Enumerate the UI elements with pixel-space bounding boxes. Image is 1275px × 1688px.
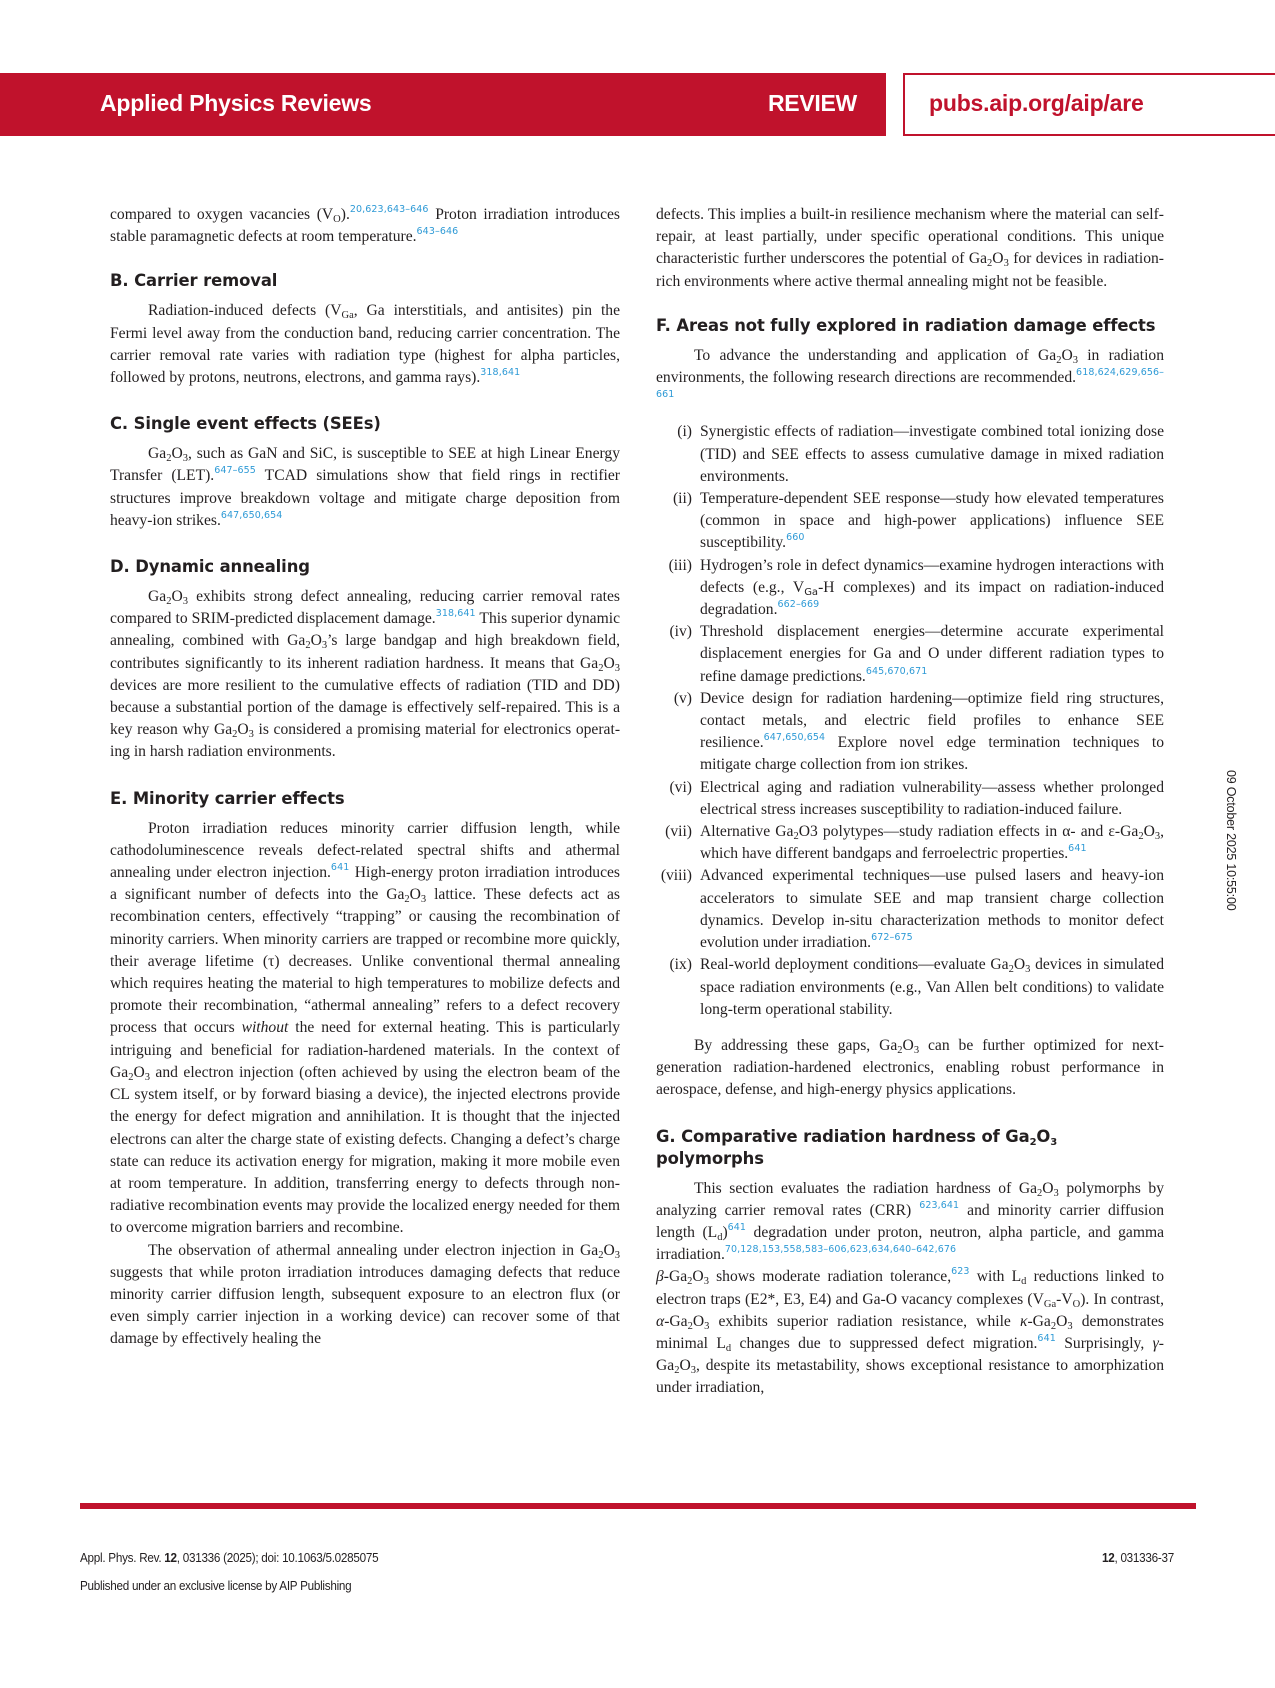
list-item: (ix) Real-world deployment conditions—evaluate $Ga_2O_3$ devices in simulated space radiation environments (e.g., Van Allen belt conditions) to validate long-term operational stability. bbox=[656, 954, 1164, 1021]
subscript: 2 bbox=[166, 453, 172, 465]
subscript: 2 bbox=[305, 640, 311, 652]
subscript: 3 bbox=[913, 1044, 920, 1056]
footer-page-number bbox=[1102, 1550, 1174, 1565]
citation-link[interactable]: 641 bbox=[727, 1221, 747, 1233]
subscript: 3 bbox=[690, 1365, 696, 1377]
subscript: 3 bbox=[614, 662, 620, 674]
citation-link[interactable]: 641 bbox=[1037, 1332, 1056, 1344]
subscript: 2 bbox=[598, 1249, 604, 1261]
body-paragraph: defects. This implies a built-in resilience mechanism where the material can self-repair, at least partially, under specific operational conditions. This unique characteristic further underscores the potential of $Ga_2O_3$ for devices in radiation-rich environments where active thermal annealing might not be feasible. bbox=[656, 206, 1164, 290]
subscript: 3 bbox=[1072, 354, 1078, 366]
subscript: 2 bbox=[793, 831, 799, 843]
subscript: 2 bbox=[687, 1276, 693, 1288]
subscript: 3 bbox=[144, 1071, 150, 1083]
download-timestamp: 09 October 2025 10:55:00 bbox=[1224, 770, 1238, 911]
body-paragraph: The observation of athermal annealing under electron injection in $Ga_2O_3$ suggests that while proton irradiation introduces damaging defects that reduce minority carrier diffusion length, subsequent exposure to an electron flux (or even simply carrier injection in a working device) can recover some of that damage by effectively healing the bbox=[110, 1241, 620, 1348]
list-item-number: (vi) bbox=[669, 778, 692, 796]
subscript: Ga bbox=[804, 586, 819, 598]
subscript: 2 bbox=[674, 1365, 680, 1377]
page-id: , 031336-37 bbox=[1114, 1550, 1174, 1565]
section-heading-f-areas-not-fully-explored-in-: F. Areas not fully explored in radiation damage effects bbox=[656, 315, 1156, 335]
body-paragraph: Proton irradiation reduces minority carrier diffusion length, while cathodoluminescence reveals defect-related spectral shifts and athermal annealing under electron injection.$^{641}$ High-energy proton irradiation introduces a significant number of defects into the $Ga_2O_3$ lattice. These defects act as recombination centers, effectively “trapping” or causing the recombination of minority carriers. When minority carriers are trapped or recombine more quickly, their average lifetime (τ) decreases. Unlike conventional thermal annealing which requires heating the material to high temperatures to mobilize defects and promote their recombination, “athermal annealing” refers to a defect recovery process that occurs without the need for external heating. This is particularly intriguing and beneficial for radiation-hardened materials. In the context of $Ga_2O_3$ and electron injection (often achieved by using the electron beam of the CL system itself, or by forward biasing a device), the injected electrons provide the energy for defect migration and annihilation. It is thought that the injected electrons can alter the charge state of existing defects. Changing a defect’s charge state can reduce its activation energy for migration, making it more mobile even at room temperature. In addition, transferring energy to defects through non-radiative recombination events may provide the localized energy needed for them to overcome migration barriers and recombine. bbox=[110, 819, 620, 1237]
citation-link[interactable]: 618,624,629,656–661 bbox=[656, 367, 1164, 401]
subscript: 3 bbox=[248, 729, 254, 741]
list-item-number: (vii) bbox=[665, 823, 692, 841]
subscript: Ga bbox=[1043, 1298, 1057, 1310]
subscript: 3 bbox=[614, 1249, 620, 1261]
subscript: 2 bbox=[128, 1071, 134, 1083]
italic-text: γ bbox=[1152, 1334, 1159, 1352]
subscript: 3 bbox=[1053, 1187, 1059, 1199]
list-item: (vi) Electrical aging and radiation vulnerability—assess whether prolonged electrical stress increases susceptibility to radiation-induced failure. bbox=[656, 777, 1164, 821]
citation-link[interactable]: 643–646 bbox=[416, 226, 459, 238]
body-paragraph: To advance the understanding and application of $Ga_2O_3$ in radiation environments, the following research directions are recommended.$^{618,624,629,656-661}$ bbox=[656, 346, 1164, 401]
citation-link[interactable]: 647,650,654 bbox=[763, 732, 826, 744]
research-directions-list bbox=[656, 421, 1164, 1020]
article-type-label: REVIEW bbox=[768, 90, 857, 116]
subscript: 2 bbox=[987, 258, 993, 270]
list-item: (iv) Threshold displacement energies—determine accurate experimental displacement energies for Ga and O under different radiation types to refine damage predictions.$^{645,670,671}$ bbox=[656, 621, 1164, 688]
footer-divider bbox=[80, 1503, 1196, 1509]
body-paragraph: $Ga_2O_3$ exhibits strong defect annealing, reducing carrier removal rates compared to SRIM-predicted displacement damage.$^{318,641}$ This superior dynamic annealing, combined with $Ga_2O_3’s$ large bandgap and high breakdown field, contributes significantly to its inherent radiation hardness. It means that $Ga_2O_3$ devices are more resilient to the cumulative effects of radiation (TID and DD) because a substantial portion of the damage is effectively self-repaired. This is a key reason why $Ga_2O_3$ is considered a promising material for electronics operating in harsh radiation environments. bbox=[110, 588, 621, 761]
italic-text: κ bbox=[1019, 1312, 1028, 1330]
section-heading-e-minority-carrier-effects: E. Minority carrier effects bbox=[110, 788, 345, 808]
footer-license: Published under an exclusive license by AIP Publishing bbox=[80, 1578, 352, 1593]
list-item-number: (i) bbox=[677, 423, 692, 441]
subscript: 3 bbox=[1025, 964, 1031, 976]
citation-link[interactable]: 660 bbox=[786, 532, 805, 544]
subscript: 2 bbox=[687, 1320, 693, 1332]
section-heading-comparative-hardness: G. Comparative radiation hardness of $Ga_2O_3$ polymorphs bbox=[656, 1126, 1058, 1168]
citation-link[interactable]: 647,650,654 bbox=[220, 509, 283, 521]
subscript: 3 bbox=[1050, 1136, 1058, 1148]
subscript: O bbox=[333, 214, 341, 225]
subscript: d bbox=[725, 1342, 732, 1354]
subscript: 3 bbox=[1154, 831, 1161, 843]
footer-citation bbox=[80, 1550, 378, 1565]
subscript: O bbox=[1072, 1298, 1081, 1310]
right-text-column bbox=[656, 204, 1164, 1400]
subscript: 2 bbox=[1029, 1136, 1037, 1148]
subscript: 3 bbox=[1067, 1320, 1073, 1332]
subscript: 2 bbox=[1050, 1320, 1057, 1332]
citation-link[interactable]: 318,641 bbox=[480, 367, 521, 379]
list-item: (ii) Temperature-dependent SEE response—study how elevated temperatures (common in space and high-power applications) influence SEE susceptibility.$^{660}$ bbox=[656, 488, 1164, 555]
subscript: 2 bbox=[1056, 354, 1062, 366]
citation-link[interactable]: 623 bbox=[951, 1266, 970, 1278]
subscript: 3 bbox=[703, 1276, 709, 1288]
subscript: 3 bbox=[321, 640, 328, 652]
subscript: 2 bbox=[1138, 831, 1144, 843]
list-item: (viii) Advanced experimental techniques—use pulsed lasers and heavy-ion accelerators to simulate SEE and map transient charge collection dynamics. Develop in-situ characterization methods to monitor defect evolution under irradiation.$^{672-675}$ bbox=[656, 865, 1164, 954]
list-item-number: (ix) bbox=[669, 956, 692, 974]
list-item-number: (viii) bbox=[660, 867, 692, 885]
subscript: 2 bbox=[598, 662, 604, 674]
subscript: 3 bbox=[1003, 258, 1009, 270]
citation-link[interactable]: 647–655 bbox=[214, 465, 256, 477]
subscript: 2 bbox=[1037, 1187, 1043, 1199]
journal-url-link[interactable]: pubs.aip.org/aip/are bbox=[929, 90, 1144, 116]
citation-link[interactable]: 623,641 bbox=[919, 1199, 960, 1211]
subscript: 2 bbox=[166, 596, 172, 608]
body-paragraph: By addressing these gaps, $Ga_2O_3$ can be further optimized for next-generation radiation-hardened electronics, enabling robust performance in aerospace, defense, and high-energy physics applications. bbox=[656, 1036, 1164, 1099]
italic-text: without bbox=[241, 1019, 289, 1037]
body-paragraph: Radiation-induced defects ($V_{Ga}$, Ga interstitials, and antisites) pin the Fermi level away from the conduction band, reducing carrier concentration. The carrier removal rate varies with radiation type (highest for alpha particles, followed by protons, neutrons, electrons, and gamma rays).$^{318,641}$ bbox=[110, 302, 620, 387]
body-paragraph: This section evaluates the radiation hardness of $Ga_2O_3$ polymorphs by analyzing carrier removal rates (CRR) $^{623,641}$ and minority carrier diffusion length $(L_d)^{641}$ degradation under proton, neutron, alpha particle, and gamma irradiation.$^{70,128,153,558,583-606,623,634,640-642,676}$ bbox=[656, 1179, 1165, 1264]
list-item-number: (iii) bbox=[668, 556, 692, 574]
subscript: 2 bbox=[1008, 964, 1014, 976]
subscript: d bbox=[1021, 1276, 1027, 1288]
citation-link[interactable]: 20,623,643–646 bbox=[349, 204, 429, 215]
citation-link[interactable]: 645,670,671 bbox=[865, 665, 928, 677]
list-item-number: (iv) bbox=[669, 623, 692, 641]
subscript: Ga bbox=[341, 310, 354, 322]
subscript: 3 bbox=[704, 1320, 710, 1332]
italic-text: α bbox=[656, 1312, 665, 1330]
list-item: (vii) Alternative $Ga_2O3$ polytypes—study radiation effects in α- and $\varepsilon-Ga_2O_3$, which have different bandgaps and ferroelectric properties.$^{641}$ bbox=[656, 821, 1164, 865]
subscript: 3 bbox=[182, 453, 188, 465]
list-item: (iii) Hydrogen’s role in defect dynamics—examine hydrogen interactions with defects (e.g., $V_{Ga}-H$ complexes) and its impact on radiation-induced degradation.$^{662-669}$ bbox=[656, 555, 1164, 622]
citation-link[interactable]: 672–675 bbox=[871, 932, 913, 944]
body-paragraph: $\beta-Ga_2O_3$ shows moderate radiation tolerance,$^{623}$ with $L_d$ reductions linked to electron traps (E2*, E3, E4) and Ga-O vacancy complexes $(V_{Ga}-V_O)$. In contrast, $\alpha-Ga_2O_3$ exhibits superior radiation resistance, while $\kappa-Ga_2O_3$ demonstrates minimal $L_d$ changes due to suppressed defect migration.$^{641}$ Surprisingly, $\gamma-Ga_2O_3$, despite its metastability, shows exceptional resistance to amorphization under irradiation, bbox=[656, 1266, 1165, 1397]
section-heading-c-single-event-effects-sees: C. Single event effects (SEEs) bbox=[110, 414, 381, 434]
body-paragraph: $Ga_2O_3$, such as GaN and SiC, is susceptible to SEE at high Linear Energy Transfer (LET).$^{647-655}$ TCAD simulations show that field rings in rectifier structures improve breakdown voltage and mitigate charge deposition from heavy-ion strikes.$^{647,650,654}$ bbox=[110, 445, 620, 529]
section-heading-b-carrier-removal: B. Carrier removal bbox=[110, 271, 278, 291]
left-text-column bbox=[110, 204, 620, 1351]
page-volume: 12 bbox=[1102, 1550, 1115, 1565]
citation-link[interactable]: 318,641 bbox=[435, 608, 476, 620]
list-item: (v) Device design for radiation hardening—optimize field ring structures, contact metals, and electric field profiles to enhance SEE resilience.$^{647,650,654}$ Explore novel edge termination techniques to mitigate charge collection from ion strikes. bbox=[656, 688, 1164, 777]
list-item-number: (ii) bbox=[672, 490, 692, 508]
citation-journal: Appl. Phys. Rev. bbox=[80, 1550, 165, 1565]
subscript: d bbox=[717, 1231, 723, 1243]
subscript: 3 bbox=[182, 596, 188, 608]
citation-volume: 12 bbox=[164, 1550, 177, 1565]
list-item-number: (v) bbox=[673, 689, 692, 707]
subscript: 3 bbox=[420, 894, 427, 906]
journal-title: Applied Physics Reviews bbox=[100, 90, 372, 116]
citation-link[interactable]: 641 bbox=[1068, 843, 1087, 855]
section-heading-d-dynamic-annealing: D. Dynamic annealing bbox=[110, 557, 310, 577]
citation-doi[interactable]: , 031336 (2025); doi: 10.1063/5.0285075 bbox=[176, 1550, 379, 1565]
subscript: 2 bbox=[404, 894, 410, 906]
body-paragraph: compared to oxygen vacancies $(V_O).^{20,623,643-646}$ Proton irradiation introduces stable paramagnetic defects at room temperature.$^{643-646}$ bbox=[110, 204, 620, 246]
citation-link[interactable]: 641 bbox=[330, 862, 350, 874]
subscript: 2 bbox=[897, 1044, 903, 1056]
citation-link[interactable]: 662–669 bbox=[777, 599, 820, 611]
citation-link[interactable]: 70,128,153,558,583–606,623,634,640–642,676 bbox=[724, 1244, 957, 1256]
italic-text: β bbox=[656, 1268, 664, 1286]
subscript: 2 bbox=[232, 729, 238, 741]
list-item: (i) Synergistic effects of radiation—investigate combined total ionizing dose (TID) and SEE effects to assess cumulative damage in mixed radiation environments. bbox=[656, 421, 1164, 488]
